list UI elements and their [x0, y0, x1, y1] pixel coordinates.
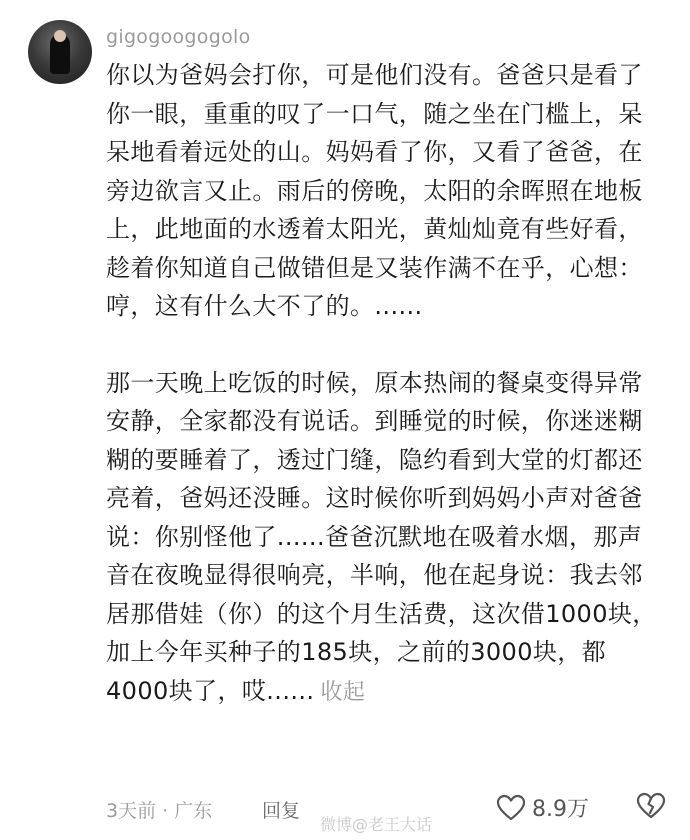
- collapse-link[interactable]: 收起: [320, 679, 366, 705]
- comment-meta: 3天前 · 广东: [106, 800, 213, 822]
- comment-paragraph-2-text: 那一天晚上吃饭的时候，原本热闹的餐桌变得异常安静，全家都没有说话。到睡觉的时候，你迷迷糊糊的要睡着了，透过门缝，隐约看到大堂的灯都还亮着，爸妈还没睡。这时候你听到妈妈小声对爸爸说：你别怪他了......爸爸沉默地在吸着水烟，那声音在夜晚显得很响亮，半响，他在起身说：我去邻居那借娃（你）的这个月生活费，这次借1000块，加上今年买种子的185块，之前的3000块，都4000块了，哎......: [106, 368, 657, 705]
- reply-button[interactable]: 回复: [262, 800, 301, 822]
- like-button[interactable]: [496, 792, 589, 823]
- like-count: 8.9万: [532, 797, 589, 822]
- watermark: 微博@老王大话: [320, 815, 433, 834]
- dislike-button[interactable]: [636, 792, 666, 825]
- comment-paragraph-2: [106, 364, 666, 713]
- avatar-head: [54, 30, 66, 42]
- heart-outline-icon: [496, 794, 526, 822]
- broken-heart-icon: [636, 792, 666, 820]
- username[interactable]: gigogoogogolo: [106, 26, 251, 48]
- comment-body: [106, 56, 666, 712]
- avatar[interactable]: [28, 20, 92, 84]
- comment-paragraph-1: 你以为爸妈会打你，可是他们没有。爸爸只是看了你一眼，重重的叹了一口气，随之坐在门槛上，呆呆地看着远处的山。妈妈看了你，又看了爸爸，在旁边欲言又止。雨后的傍晚，太阳的余晖照在地板上，此地面的水透着太阳光，黄灿灿竟有些好看，趁着你知道自己做错但是又装作满不在乎，心想：哼，这有什么大不了的。......: [106, 61, 643, 320]
